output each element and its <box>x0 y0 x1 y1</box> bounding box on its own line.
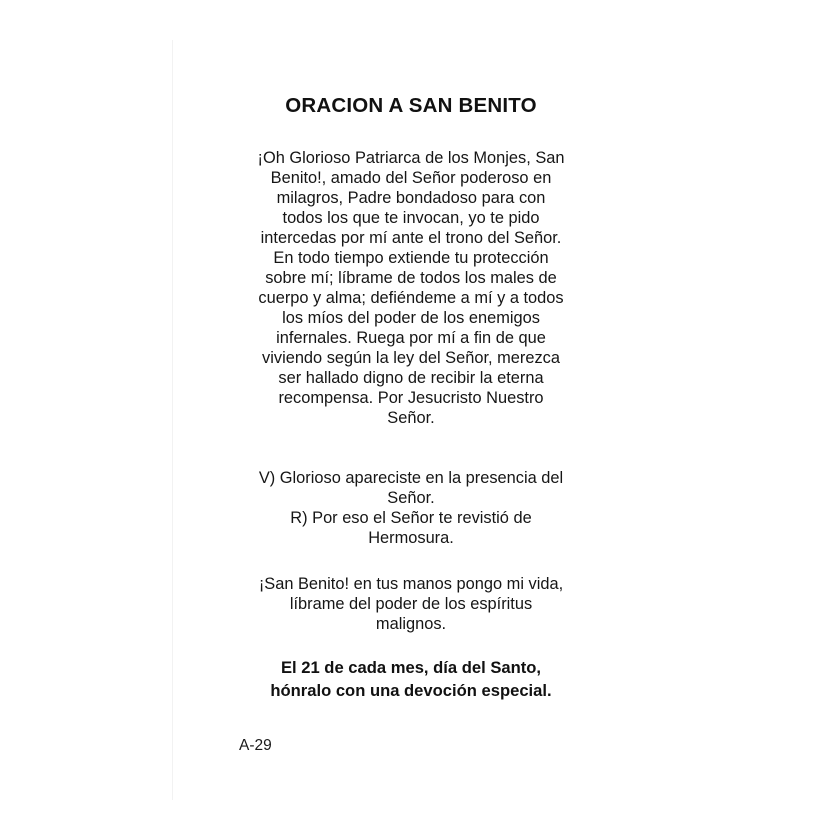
invocation-paragraph <box>183 574 639 634</box>
response-line: Hermosura. <box>368 529 454 547</box>
prayer-line: ¡Oh Glorioso Patriarca de los Monjes, San <box>257 149 565 167</box>
response-line: R) Por eso el Señor te revistió de <box>290 509 532 527</box>
prayer-line: Señor. <box>387 409 435 427</box>
prayer-line: viviendo según la ley del Señor, merezca <box>262 349 560 367</box>
prayer-line: recompensa. Por Jesucristo Nuestro <box>278 389 544 407</box>
devotion-note <box>183 656 639 702</box>
card-code: A-29 <box>239 737 272 754</box>
prayer-line: ser hallado digno de recibir la eterna <box>278 369 544 387</box>
prayer-line: los míos del poder de los enemigos <box>282 309 540 327</box>
prayer-line: Benito!, amado del Señor poderoso en <box>270 169 552 187</box>
prayer-line: cuerpo y alma; defiéndeme a mí y a todos <box>258 289 564 307</box>
versicle-line: Señor. <box>387 489 435 507</box>
versicle-paragraph <box>183 468 639 548</box>
invocation-line: malignos. <box>375 615 447 633</box>
prayer-line: En todo tiempo extiende tu protección <box>273 249 549 267</box>
versicle-line: V) Glorioso apareciste en la presencia del <box>258 469 564 487</box>
invocation-line: líbrame del poder de los espíritus <box>289 595 533 613</box>
devotion-line: hónralo con una devoción especial. <box>270 681 552 700</box>
prayer-line: infernales. Ruega por mí a fin de que <box>276 329 546 347</box>
prayer-line: todos los que te invocan, yo te pido <box>282 209 540 227</box>
prayer-line: sobre mí; líbrame de todos los males de <box>265 269 557 287</box>
prayer-title: ORACION A SAN BENITO <box>285 94 537 117</box>
prayer-card <box>172 40 649 800</box>
devotion-line: El 21 de cada mes, día del Santo, <box>280 658 542 677</box>
prayer-paragraph <box>183 148 639 428</box>
invocation-line: ¡San Benito! en tus manos pongo mi vida, <box>258 575 564 593</box>
prayer-line: milagros, Padre bondadoso para con <box>276 189 546 207</box>
prayer-line: intercedas por mí ante el trono del Señor. <box>260 229 562 247</box>
